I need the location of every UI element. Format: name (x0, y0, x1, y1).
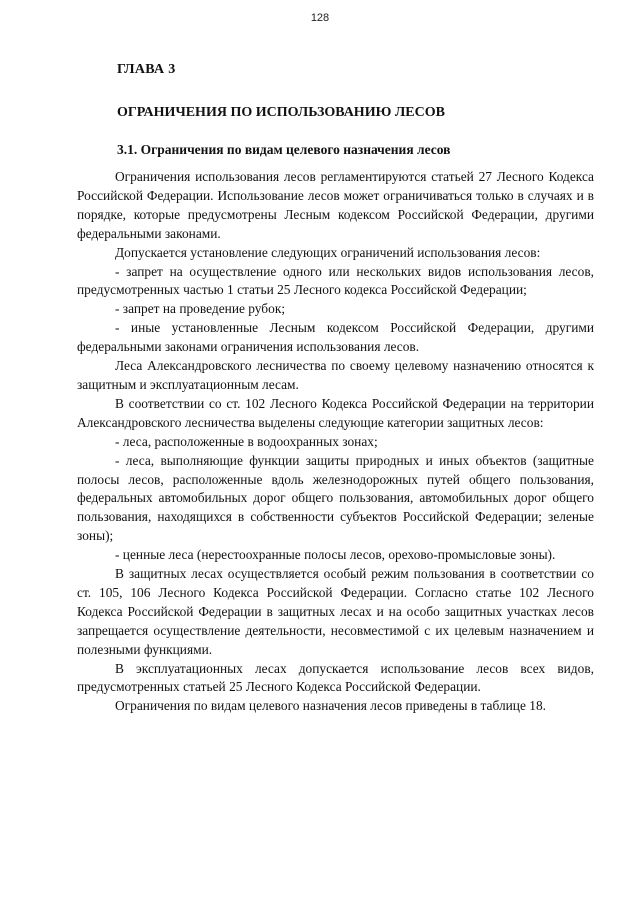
paragraph: В защитных лесах осуществляется особый режим пользования в соответствии со ст. 105, 106 Лесного Кодекса Российской Федерации. Согласно статье 102 Лесного Кодекса Российской Федерации в защитных лесах и на особо защитных участках лесов запрещается осуществление деятельности, несовместимой с их целевым назначением и полезными функциями. (77, 566, 594, 657)
paragraph: Леса Александровского лесничества по своему целевому назначению относятся к защитным и эксплуатационным лесам. (77, 358, 594, 392)
section-title: ОГРАНИЧЕНИЯ ПО ИСПОЛЬЗОВАНИЮ ЛЕСОВ (117, 105, 445, 120)
paragraph: Допускается установление следующих ограничений использования лесов: (115, 244, 541, 260)
list-item: - ценные леса (нерестоохранные полосы лесов, орехово-промысловые зоны). (115, 547, 556, 563)
list-item: - леса, выполняющие функции защиты природных и иных объектов (защитные полосы лесов, расположенные вдоль железнодорожных путей общего пользования, федеральных автомобильных дорог общего пользования, автомобильных дорог общего пользования, находящихся в собственности субъектов Российской Федерации; зеленые зоны); (77, 452, 594, 544)
body-text (77, 168, 594, 716)
list-item: - запрет на проведение рубок; (115, 301, 286, 317)
subsection-title: 3.1. Ограничения по видам целевого назначения лесов (117, 142, 451, 157)
paragraph: Ограничения использования лесов регламентируются статьей 27 Лесного Кодекса Российской Федерации. Использование лесов может ограничиваться только в случаях и в порядке, которые предусмотрены Лесным кодексом Российской Федерации, другими федеральными законами. (77, 169, 594, 241)
paragraph: В эксплуатационных лесах допускается использование лесов всех видов, предусмотренных статьей 25 Лесного Кодекса Российской Федерации. (77, 660, 594, 695)
page-number: 128 (310, 12, 330, 24)
list-item: - иные установленные Лесным кодексом Российской Федерации, другими федеральными законами ограничения использования лесов. (77, 320, 594, 355)
chapter-heading: ГЛАВА 3 (117, 62, 176, 77)
list-item: - леса, расположенные в водоохранных зонах; (115, 433, 378, 449)
list-item: - запрет на осуществление одного или нескольких видов использования лесов, предусмотренных частью 1 статьи 25 Лесного кодекса Российской Федерации; (77, 263, 594, 298)
paragraph: В соответствии со ст. 102 Лесного Кодекса Российской Федерации на территории Александровского лесничества выделены следующие категории защитных лесов: (77, 395, 594, 430)
paragraph: Ограничения по видам целевого назначения лесов приведены в таблице 18. (115, 698, 547, 714)
